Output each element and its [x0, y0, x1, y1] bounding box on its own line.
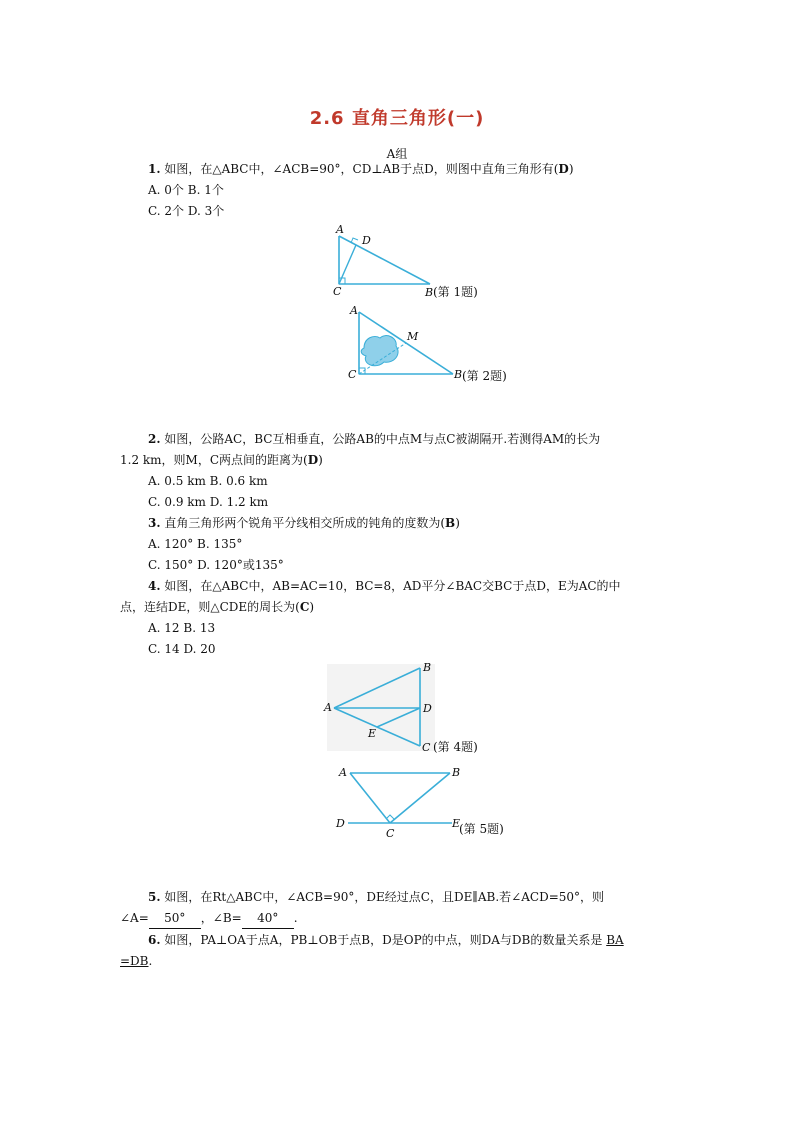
figure-caption: (第 1题) [433, 285, 478, 299]
question-6-line2 [120, 951, 152, 971]
question-number: 4. [148, 579, 161, 593]
figure-1 [320, 222, 520, 302]
answer: D [307, 453, 319, 467]
question-6-line1 [148, 930, 624, 950]
close-paren: ) [309, 600, 315, 614]
question-3-stem [148, 513, 460, 533]
segment-AC [350, 773, 390, 823]
question-2-options-row1: A. 0.5 km B. 0.6 km [148, 474, 268, 488]
question-text: 1.2 km，则M，C两点间的距离为( [120, 453, 308, 467]
question-text: 如图，在△ABC中，∠ACB=90°，CD⊥AB于点D，则图中直角三角形有( [164, 162, 559, 176]
question-number: 5. [148, 890, 161, 904]
answer-part2: =DB [120, 954, 149, 968]
point-D-label: D [336, 817, 345, 830]
point-A-label: A [336, 223, 344, 236]
question-4-options-row2: C. 14 D. 20 [148, 642, 216, 656]
right-angle-mark [386, 815, 394, 819]
question-2-options-row2: C. 0.9 km D. 1.2 km [148, 495, 269, 509]
point-C-label: C [386, 827, 395, 840]
question-text: 直角三角形两个锐角平分线相交所成的钝角的度数为( [164, 516, 446, 530]
figure-2 [340, 302, 540, 392]
figure-4 [320, 660, 530, 760]
figure-caption: (第 2题) [462, 369, 507, 383]
question-text: 点，连结DE，则△CDE的周长为( [120, 600, 300, 614]
answer: D [558, 162, 569, 176]
question-5-line2 [120, 908, 298, 929]
question-4-options-row1: A. 12 B. 13 [148, 621, 216, 635]
point-C-label: C [333, 285, 342, 298]
question-number: 3. [148, 516, 161, 530]
question-text: 如图，在△ABC中，AB=AC=10，BC=8，AD平分∠BAC交BC于点D，E为AC的中 [164, 579, 621, 593]
segment-AB [339, 236, 430, 284]
question-3-options-row1: A. 120° B. 135° [148, 537, 243, 551]
sentence-end: . [148, 954, 153, 968]
question-1-stem [148, 159, 574, 179]
point-M-label: M [407, 330, 419, 343]
figure-5 [330, 764, 530, 844]
point-A-label: A [324, 701, 332, 714]
question-number: 1. [148, 162, 161, 176]
question-1-options-row2: C. 2个 D. 3个 [148, 204, 225, 218]
question-text: 如图，在Rt△ABC中，∠ACB=90°，DE经过点C，且DE∥AB.若∠ACD=50°，则 [164, 890, 605, 904]
page-title: 2.6 直角三角形(一) [309, 108, 485, 129]
question-text: 如图，PA⊥OA于点A，PB⊥OB于点B，D是OP的中点，则DA与DB的数量关系是 [164, 933, 603, 947]
answer: C [299, 600, 310, 614]
answer-part1: BA [606, 933, 624, 947]
point-E-label: E [368, 727, 377, 740]
point-C-label: C [348, 368, 357, 381]
segment-BC [390, 773, 450, 823]
angle-B-blank: 40° [242, 908, 294, 929]
answer: B [445, 516, 456, 530]
point-A-label: A [350, 304, 358, 317]
figure-caption: (第 5题) [459, 822, 504, 836]
sentence-end: . [293, 911, 298, 925]
close-paren: ) [568, 162, 574, 176]
point-A-label: A [339, 766, 347, 779]
segment-AB [334, 668, 420, 708]
point-B-label: B [452, 766, 461, 779]
angle-A-label: ∠A= [120, 911, 149, 925]
section-label: A组 [386, 147, 408, 161]
point-C-label: C [422, 741, 431, 754]
question-5-line1 [148, 887, 604, 907]
point-D-label: D [362, 234, 371, 247]
question-4-line1 [148, 576, 621, 596]
question-text: 如图，公路AC，BC互相垂直，公路AB的中点M与点C被湖隔开.若测得AM的长为 [164, 432, 601, 446]
point-B-label: B [454, 368, 463, 381]
question-2-line1 [148, 429, 600, 449]
figure-caption: (第 4题) [433, 740, 478, 754]
angle-B-label: ，∠B= [200, 911, 242, 925]
segment-DE [377, 708, 420, 727]
lake-shape [361, 336, 398, 366]
close-paren: ) [455, 516, 460, 530]
question-number: 2. [148, 432, 161, 446]
point-B-label: B [423, 661, 432, 674]
point-B-label: B [425, 286, 434, 299]
question-number: 6. [148, 933, 161, 947]
question-3-options-row2: C. 150° D. 120°或135° [148, 558, 284, 572]
point-D-label: D [423, 702, 432, 715]
angle-A-blank: 50° [149, 908, 201, 929]
point-E-label: E [452, 817, 461, 830]
question-1-options-row1: A. 0个 B. 1个 [148, 183, 224, 197]
question-4-line2 [120, 597, 314, 617]
question-2-line2 [120, 450, 323, 470]
close-paren: ) [318, 453, 323, 467]
